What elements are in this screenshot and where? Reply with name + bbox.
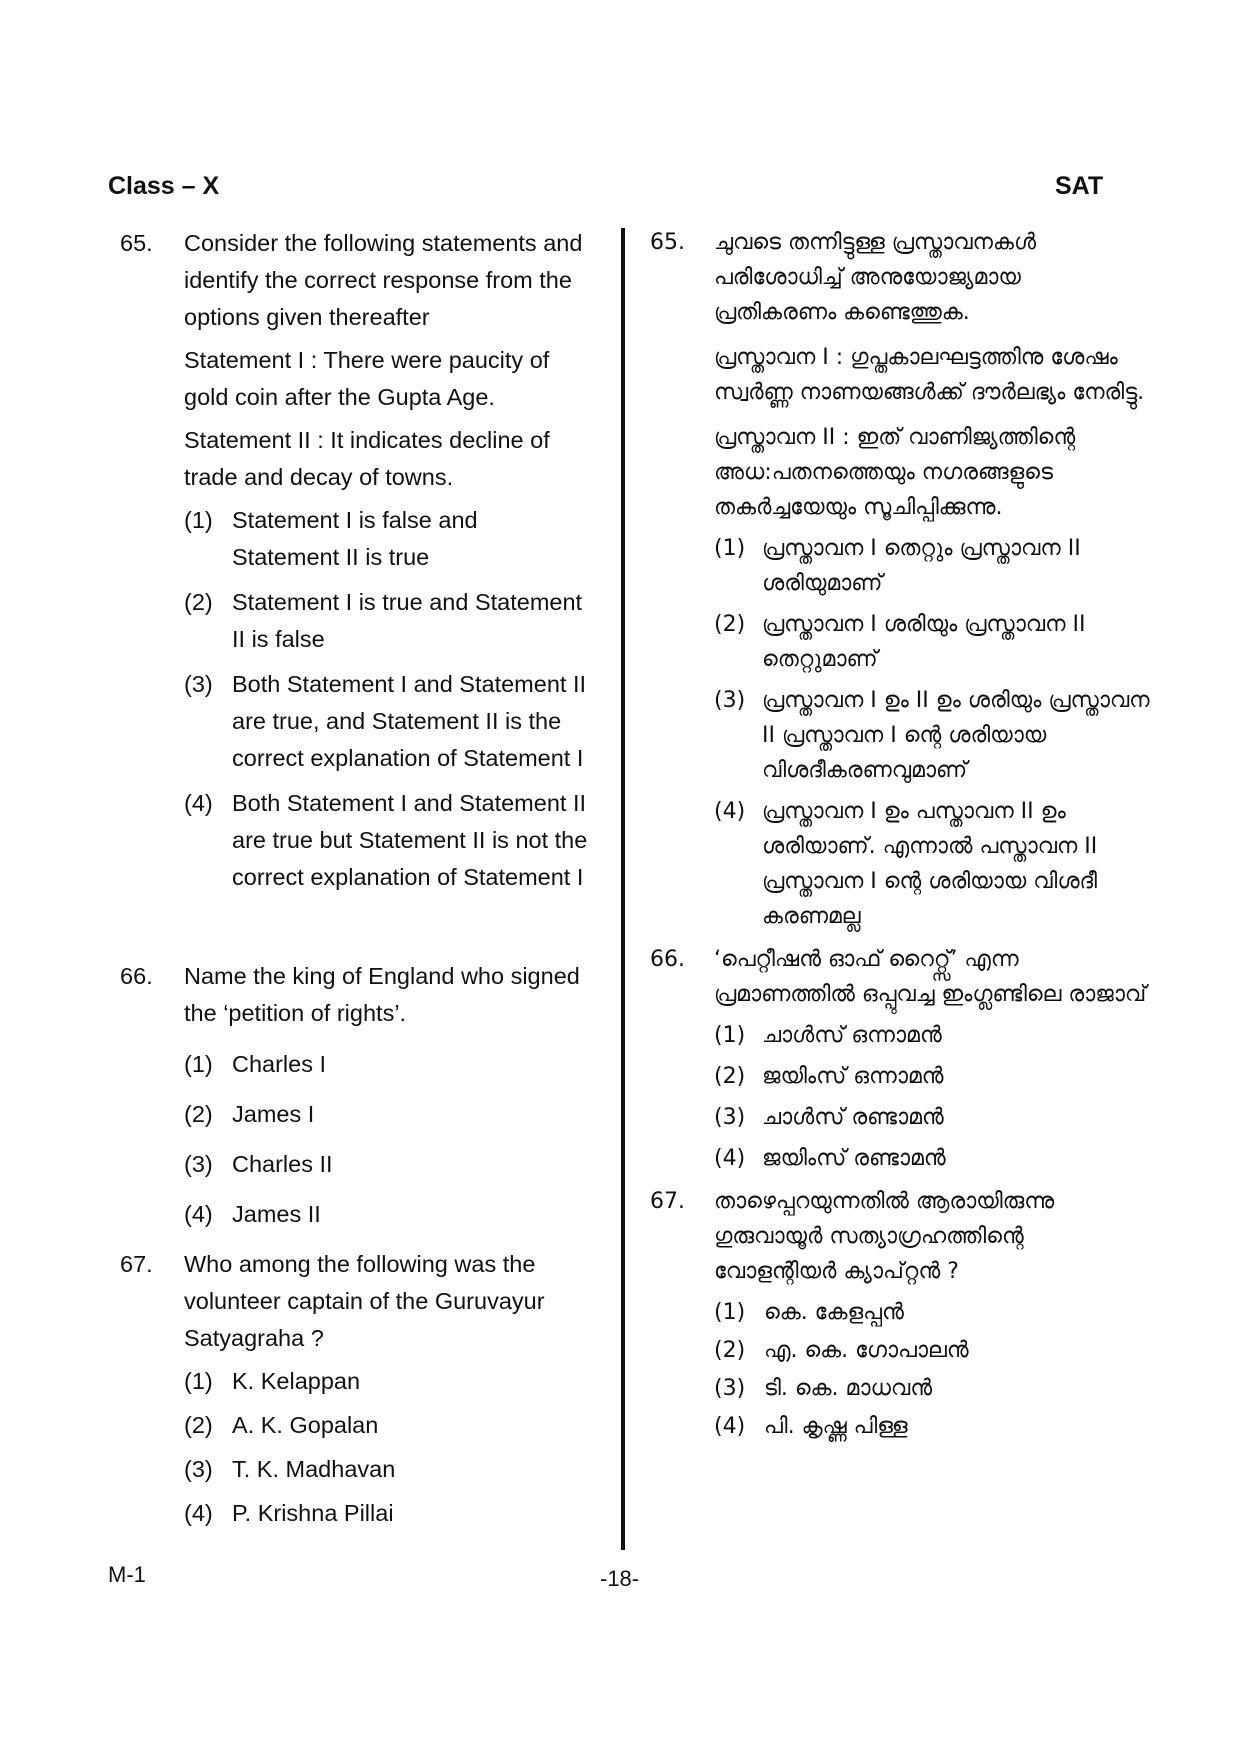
option-text: P. Krishna Pillai bbox=[232, 1500, 394, 1526]
column-divider bbox=[621, 228, 625, 1550]
question-text: Name the king of England who signed the ‘petition of rights’. bbox=[184, 963, 580, 1026]
statement-1: പ്രസ്താവന I : ഗുപ്തകാലഘട്ടത്തിനു ശേഷം സ്വർണ്ണ നാണയങ്ങൾക്ക് ദൗർലഭ്യം നേരിട്ടു. bbox=[714, 345, 1145, 405]
english-column bbox=[120, 225, 590, 1539]
option-2 bbox=[184, 584, 590, 658]
question-number: 65. bbox=[120, 230, 153, 256]
option-3 bbox=[714, 1100, 1150, 1135]
option-number: (4) bbox=[184, 1201, 213, 1227]
option-number: (2) bbox=[714, 612, 746, 637]
question-66-ml bbox=[650, 942, 1150, 1176]
option-1 bbox=[184, 1046, 590, 1083]
option-text: Statement I is true and Statement II is false bbox=[232, 589, 583, 652]
option-number: (2) bbox=[184, 589, 213, 615]
question-65-ml bbox=[650, 225, 1150, 934]
option-2 bbox=[714, 1059, 1150, 1094]
option-text: ചാൾസ് രണ്ടാമൻ bbox=[762, 1105, 944, 1130]
paper-code: M-1 bbox=[108, 1562, 146, 1587]
option-number: (3) bbox=[714, 1105, 746, 1130]
option-text: പ്രസ്താവന I ഉം II ഉം ശരിയും പ്രസ്താവന II പ്രസ്താവന I ന്റെ ശരിയായ വിശദീകരണവുമാണ് bbox=[762, 688, 1150, 783]
options-list bbox=[184, 1363, 590, 1532]
options-list bbox=[184, 502, 590, 896]
option-1 bbox=[714, 531, 1150, 601]
option-4 bbox=[184, 1495, 590, 1532]
option-1 bbox=[184, 502, 590, 576]
options-list bbox=[714, 1295, 1150, 1444]
option-3 bbox=[714, 683, 1150, 788]
option-text: എ. കെ. ഗോപാലൻ bbox=[764, 1338, 969, 1363]
option-1 bbox=[714, 1018, 1150, 1053]
options-list bbox=[184, 1046, 590, 1233]
option-text: James I bbox=[232, 1101, 315, 1127]
question-text: Who among the following was the volunteer captain of the Guruvayur Satyagraha ? bbox=[184, 1251, 545, 1351]
option-number: (4) bbox=[184, 1500, 213, 1526]
option-2 bbox=[184, 1407, 590, 1444]
option-text: ടി. കെ. മാധവൻ bbox=[764, 1376, 933, 1401]
option-1 bbox=[184, 1363, 590, 1400]
question-number: 67. bbox=[650, 1189, 685, 1214]
option-text: പ്രസ്താവന I ശരിയും പ്രസ്താവന II തെറ്റുമാണ് bbox=[762, 612, 1086, 672]
option-text: Both Statement I and Statement II are true, and Statement II is the correct explanation of Statement I bbox=[232, 671, 587, 771]
option-2 bbox=[714, 607, 1150, 677]
option-number: (3) bbox=[714, 688, 746, 713]
option-text: Both Statement I and Statement II are true but Statement II is not the correct explanation of Statement I bbox=[232, 790, 588, 890]
option-number: (3) bbox=[714, 1376, 746, 1401]
question-65-en bbox=[120, 225, 590, 896]
option-text: Statement I is false and Statement II is true bbox=[232, 507, 478, 570]
question-text: താഴെപ്പറയുന്നതിൽ ആരായിരുന്നു ഗുരുവായൂർ സത്യാഗ്രഹത്തിന്റെ വോളന്റിയർ ക്യാപ്റ്റൻ ? bbox=[714, 1189, 1055, 1284]
option-number: (3) bbox=[184, 671, 213, 697]
option-number: (1) bbox=[714, 536, 746, 561]
question-number: 65. bbox=[650, 230, 685, 255]
option-2 bbox=[184, 1096, 590, 1133]
option-text: James II bbox=[232, 1201, 321, 1227]
option-text: Charles II bbox=[232, 1151, 333, 1177]
option-number: (2) bbox=[184, 1412, 213, 1438]
option-number: (4) bbox=[714, 799, 746, 824]
option-3 bbox=[184, 1451, 590, 1488]
option-number: (2) bbox=[714, 1064, 746, 1089]
option-number: (1) bbox=[714, 1300, 746, 1325]
malayalam-column bbox=[650, 225, 1150, 1447]
question-number: 66. bbox=[120, 963, 153, 989]
question-number: 66. bbox=[650, 947, 685, 972]
question-66-en bbox=[120, 958, 590, 1233]
option-2 bbox=[714, 1333, 1150, 1368]
option-number: (4) bbox=[184, 790, 213, 816]
option-number: (1) bbox=[184, 507, 213, 533]
option-number: (2) bbox=[184, 1101, 213, 1127]
options-list bbox=[714, 531, 1150, 934]
option-text: ജയിംസ് രണ്ടാമൻ bbox=[762, 1146, 946, 1171]
option-4 bbox=[714, 794, 1150, 934]
option-number: (3) bbox=[184, 1151, 213, 1177]
question-text: ചുവടെ തന്നിട്ടുള്ള പ്രസ്താവനകൾ പരിശോധിച്ച് അനുയോജ്യമായ പ്രതികരണം കണ്ടെത്തുക. bbox=[714, 230, 1037, 325]
option-text: Charles I bbox=[232, 1051, 327, 1077]
page-number: -18- bbox=[600, 1566, 640, 1591]
class-label: Class – X bbox=[108, 172, 220, 200]
option-4 bbox=[714, 1409, 1150, 1444]
question-67-en bbox=[120, 1246, 590, 1532]
option-3 bbox=[184, 666, 590, 777]
exam-label: SAT bbox=[1055, 172, 1104, 200]
option-text: T. K. Madhavan bbox=[232, 1456, 396, 1482]
statement-1: Statement I : There were paucity of gold coin after the Gupta Age. bbox=[184, 347, 550, 410]
option-1 bbox=[714, 1295, 1150, 1330]
options-list bbox=[714, 1018, 1150, 1176]
option-text: കെ. കേളപ്പൻ bbox=[764, 1300, 904, 1325]
statement-2: പ്രസ്താവന II : ഇത് വാണിജ്യത്തിന്റെ അധ:പതനത്തെയും നഗരങ്ങളുടെ തകർച്ചയേയും സൂചിപ്പിക്കുന്നു. bbox=[714, 425, 1076, 520]
option-4 bbox=[184, 785, 590, 896]
option-3 bbox=[184, 1146, 590, 1183]
question-number: 67. bbox=[120, 1251, 153, 1277]
option-text: പ്രസ്താവന I ഉം പസ്താവന II ഉം ശരിയാണ്. എന്നാൽ പസ്താവന II പ്രസ്താവന I ന്റെ ശരിയായ വിശദീ കരണമല്ല bbox=[762, 799, 1098, 929]
question-text: ‘പെറ്റീഷൻ ഓഫ് റൈറ്റ്സ്’ എന്ന പ്രമാണത്തിൽ ഒപ്പുവച്ച ഇംഗ്ലണ്ടിലെ രാജാവ് bbox=[714, 947, 1147, 1007]
option-number: (4) bbox=[714, 1146, 746, 1171]
option-number: (1) bbox=[184, 1368, 213, 1394]
option-4 bbox=[714, 1141, 1150, 1176]
option-number: (1) bbox=[184, 1051, 213, 1077]
option-text: ജയിംസ് ഒന്നാമൻ bbox=[762, 1064, 944, 1089]
option-number: (4) bbox=[714, 1414, 746, 1439]
option-text: പ്രസ്താവന I തെറ്റും പ്രസ്താവന II ശരിയുമാണ് bbox=[762, 536, 1081, 596]
option-number: (3) bbox=[184, 1456, 213, 1482]
option-4 bbox=[184, 1196, 590, 1233]
option-number: (1) bbox=[714, 1023, 746, 1048]
option-text: K. Kelappan bbox=[232, 1368, 361, 1394]
option-text: ചാൾസ് ഒന്നാമൻ bbox=[762, 1023, 942, 1048]
question-67-ml bbox=[650, 1184, 1150, 1444]
option-text: A. K. Gopalan bbox=[232, 1412, 379, 1438]
statement-2: Statement II : It indicates decline of trade and decay of towns. bbox=[184, 427, 550, 490]
option-3 bbox=[714, 1371, 1150, 1406]
question-text: Consider the following statements and identify the correct response from the options given thereafter bbox=[184, 230, 583, 330]
option-number: (2) bbox=[714, 1338, 746, 1363]
option-text: പി. കൃഷ്ണ പിള്ള bbox=[764, 1414, 908, 1439]
